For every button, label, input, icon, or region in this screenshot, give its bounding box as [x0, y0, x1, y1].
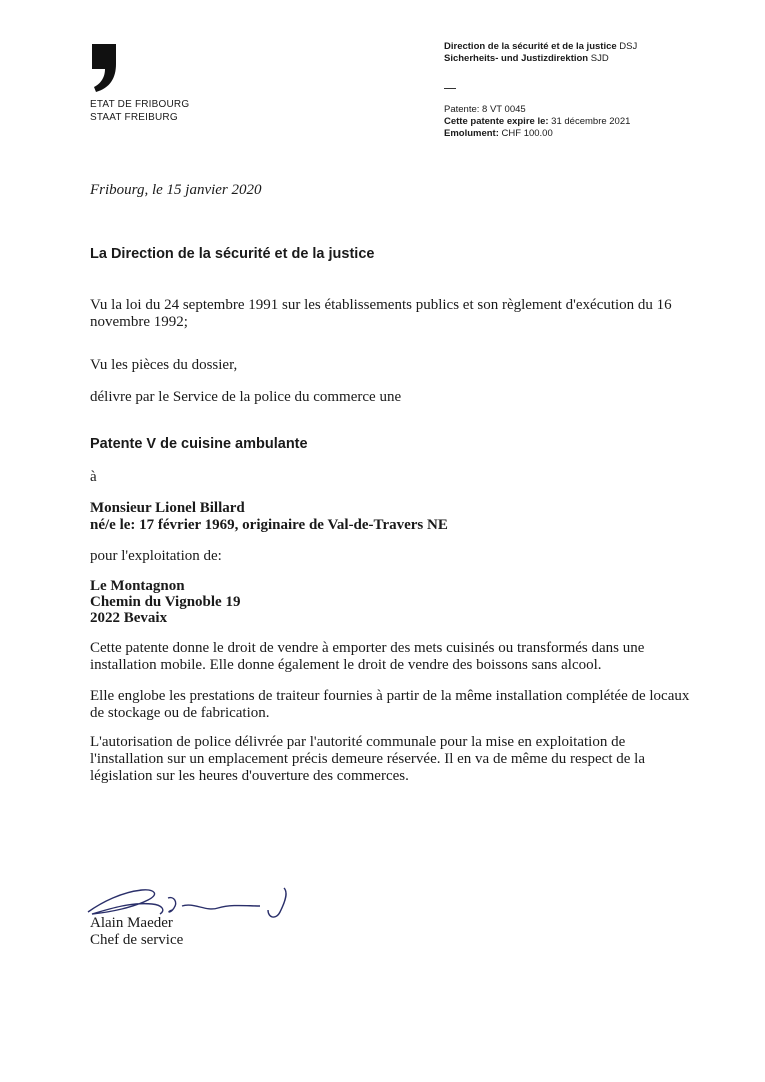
date-line: Fribourg, le 15 janvier 2020 — [90, 182, 262, 198]
header-divider — [444, 88, 456, 89]
business-street: Chemin du Vignoble 19 — [90, 594, 241, 610]
department-de: Sicherheits- und Justizdirektion SJD — [444, 53, 609, 64]
paragraph-operation: pour l'exploitation de: — [90, 548, 222, 564]
canton-name-de: STAAT FREIBURG — [90, 112, 178, 123]
paragraph-rights: Cette patente donne le droit de vendre à emporter des mets cuisinés ou transformés dans une installation mobile. Elle donne également le droit de vendre des boissons sans alcool. — [90, 640, 645, 673]
signer-title: Chef de service — [90, 932, 184, 948]
business-city: 2022 Bevaix — [90, 610, 168, 626]
patent-number: Patente: 8 VT 0045 — [444, 104, 526, 115]
holder-birth: né/e le: 17 février 1969, originaire de Val-de-Travers NE — [90, 517, 448, 533]
paragraph-documents: Vu les pièces du dossier, — [90, 357, 238, 373]
patent-fee: Emolument: CHF 100.00 — [444, 128, 553, 139]
recipient-preposition: à — [90, 469, 97, 485]
canton-name-fr: ETAT DE FRIBOURG — [90, 99, 190, 110]
paragraph-issued: délivre par le Service de la police du commerce une — [90, 389, 402, 405]
paragraph-catering: Elle englobe les prestations de traiteur fournies à partir de la même installation complétée de locaux de stockage ou de fabrication. — [90, 688, 690, 721]
paragraph-authorisation: L'autorisation de police délivrée par l'autorité communale pour la mise en exploitation de l'installation sur un emplacement précis demeure réservée. Il en va de même du respect de la législation sur les heures d'ouverture des commerces. — [90, 734, 645, 784]
patent-meta — [444, 104, 630, 140]
letter-heading: La Direction de la sécurité et de la justice — [90, 246, 375, 262]
holder-block — [90, 500, 448, 534]
department-block — [444, 41, 637, 65]
paragraph-law: Vu la loi du 24 septembre 1991 sur les établissements publics et son règlement d'exécution du 16 novembre 1992; — [90, 297, 672, 330]
business-address — [90, 578, 240, 626]
canton-name — [90, 98, 189, 124]
fribourg-comma-logo-icon — [88, 42, 120, 94]
signer-block — [90, 915, 183, 949]
business-name: Le Montagnon — [90, 578, 185, 594]
patent-expiry: Cette patente expire le: 31 décembre 2021 — [444, 116, 631, 127]
department-fr: Direction de la sécurité et de la justice DSJ — [444, 41, 638, 52]
signer-name: Alain Maeder — [90, 915, 173, 931]
patent-title: Patente V de cuisine ambulante — [90, 436, 308, 452]
holder-name: Monsieur Lionel Billard — [90, 500, 245, 516]
